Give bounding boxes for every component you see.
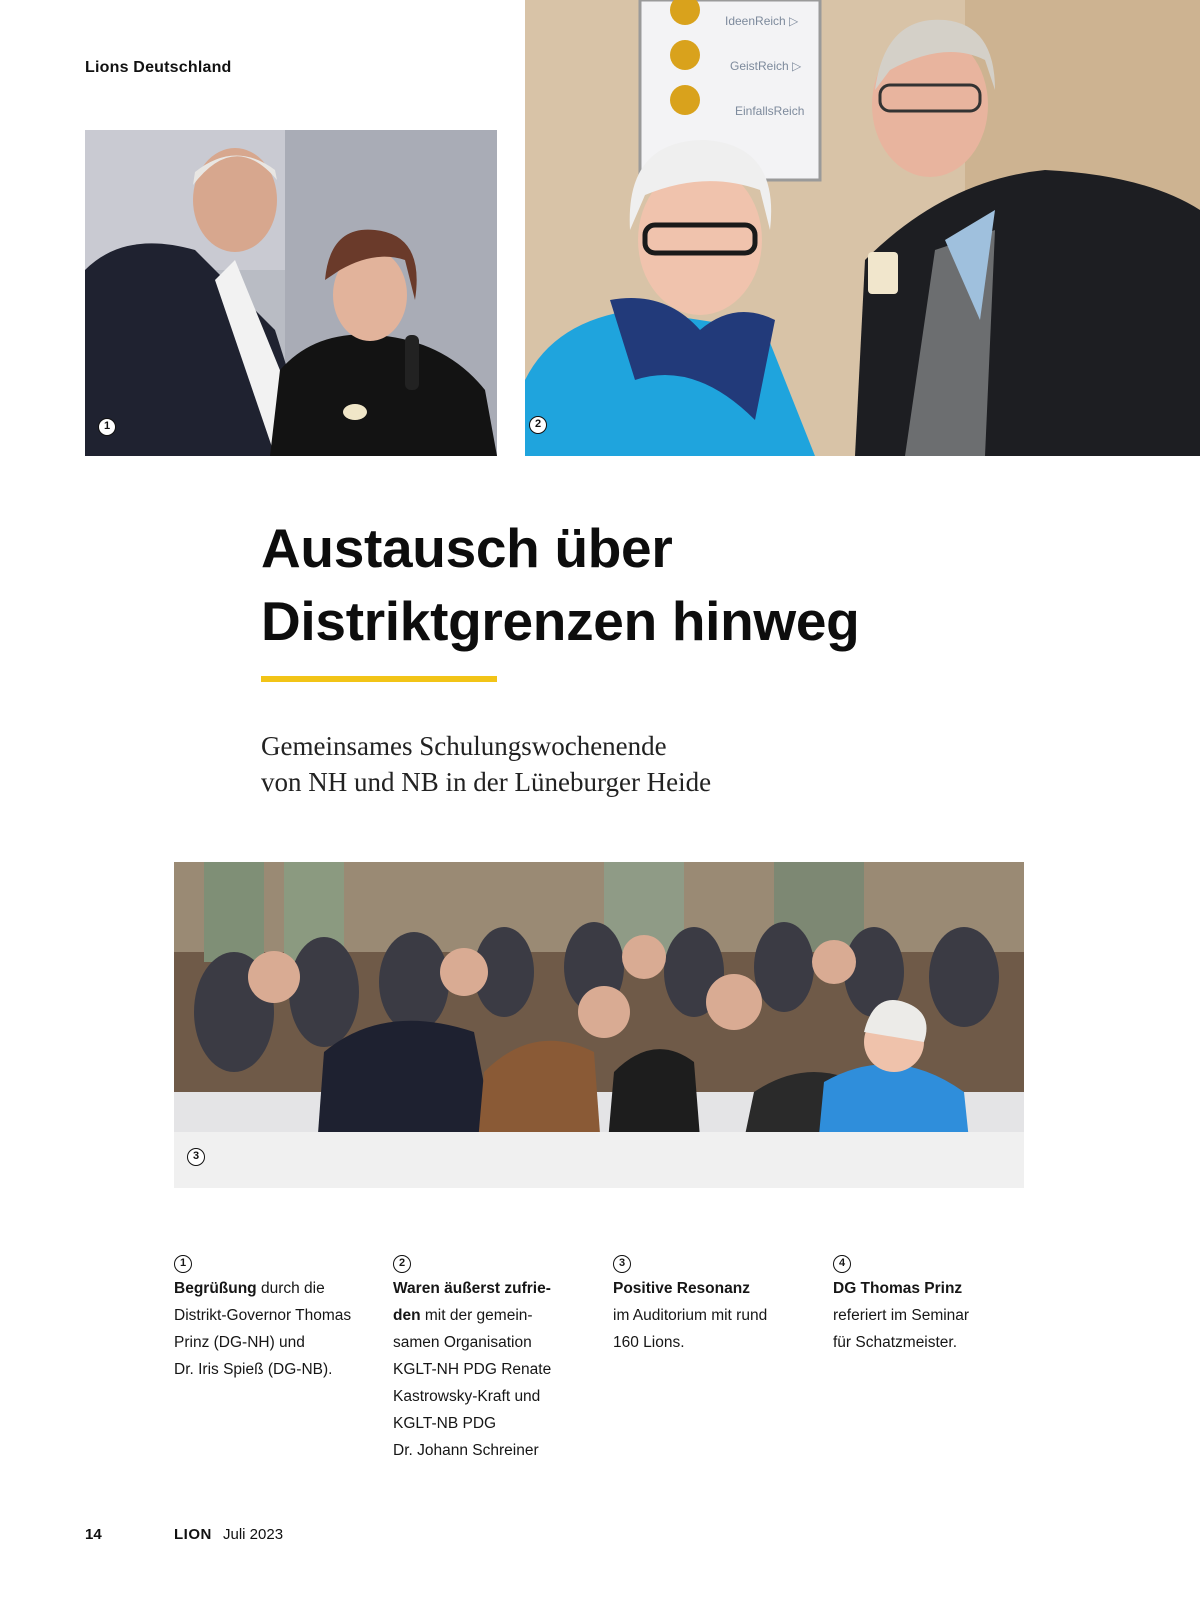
caption-line: samen Organisation xyxy=(393,1334,532,1351)
caption-number: 2 xyxy=(393,1255,411,1273)
caption-line: KGLT-NH PDG Renate xyxy=(393,1361,552,1378)
caption-line: referiert im Seminar xyxy=(833,1307,970,1324)
accent-rule xyxy=(261,676,497,682)
caption-text: durch die xyxy=(256,1280,325,1297)
caption-number: 1 xyxy=(174,1255,192,1273)
caption-bold: DG Thomas Prinz xyxy=(833,1280,963,1297)
caption-line xyxy=(393,1275,593,1302)
caption-2 xyxy=(393,1255,593,1464)
photo-number-badge: 1 xyxy=(98,418,116,436)
caption-line: Dr. Johann Schreiner xyxy=(393,1442,539,1459)
photo-auditorium-image xyxy=(174,862,1024,1188)
plaque-line-2: GeistReich ▷ xyxy=(730,59,802,73)
caption-1 xyxy=(174,1255,374,1383)
caption-line: für Schatzmeister. xyxy=(833,1334,958,1351)
photo-auditorium xyxy=(174,862,1024,1188)
caption-line xyxy=(393,1302,593,1329)
article-headline xyxy=(261,512,1061,658)
photo-greeting-image xyxy=(85,130,497,456)
issue-date: Juli 2023 xyxy=(223,1526,284,1543)
caption-line xyxy=(613,1275,813,1302)
caption-number: 4 xyxy=(833,1255,851,1273)
subhead-line-1: Gemeinsames Schulungswochenende xyxy=(261,731,667,761)
caption-text: mit der gemein- xyxy=(420,1307,533,1324)
caption-line xyxy=(833,1275,1033,1302)
caption-line: Kastrowsky-Kraft und xyxy=(393,1388,541,1405)
caption-bold: Positive Resonanz xyxy=(613,1280,750,1297)
caption-line: Dr. Iris Spieß (DG-NB). xyxy=(174,1361,333,1378)
caption-line: Distrikt-Governor Thomas xyxy=(174,1307,352,1324)
page-number: 14 xyxy=(85,1526,102,1543)
caption-line: KGLT-NB PDG xyxy=(393,1415,497,1432)
magazine-name: LION xyxy=(174,1526,212,1543)
caption-bold: Waren äußerst zufrie- xyxy=(393,1280,551,1297)
caption-line: 160 Lions. xyxy=(613,1334,685,1351)
caption-line xyxy=(174,1275,374,1302)
photo-number-badge: 3 xyxy=(187,1148,205,1166)
caption-number: 3 xyxy=(613,1255,631,1273)
caption-bold: den xyxy=(393,1307,421,1324)
photo-organizers-image xyxy=(525,0,1200,456)
caption-line: im Auditorium mit rund xyxy=(613,1307,768,1324)
caption-line: Prinz (DG-NH) und xyxy=(174,1334,305,1351)
caption-4 xyxy=(833,1255,1033,1356)
subhead-line-2: von NH und NB in der Lüneburger Heide xyxy=(261,767,712,797)
caption-3 xyxy=(613,1255,813,1356)
headline-line-1: Austausch über xyxy=(261,517,673,579)
photo-organizers xyxy=(525,0,1200,456)
article-subhead xyxy=(261,728,961,800)
headline-line-2: Distriktgrenzen hinweg xyxy=(261,590,860,652)
caption-bold: Begrüßung xyxy=(174,1280,257,1297)
plaque-line-1: IdeenReich ▷ xyxy=(725,14,799,28)
plaque-line-3: EinfallsReich xyxy=(735,104,805,118)
photo-number-badge: 2 xyxy=(529,416,547,434)
section-label: Lions Deutschland xyxy=(85,59,232,76)
photo-greeting xyxy=(85,130,497,456)
